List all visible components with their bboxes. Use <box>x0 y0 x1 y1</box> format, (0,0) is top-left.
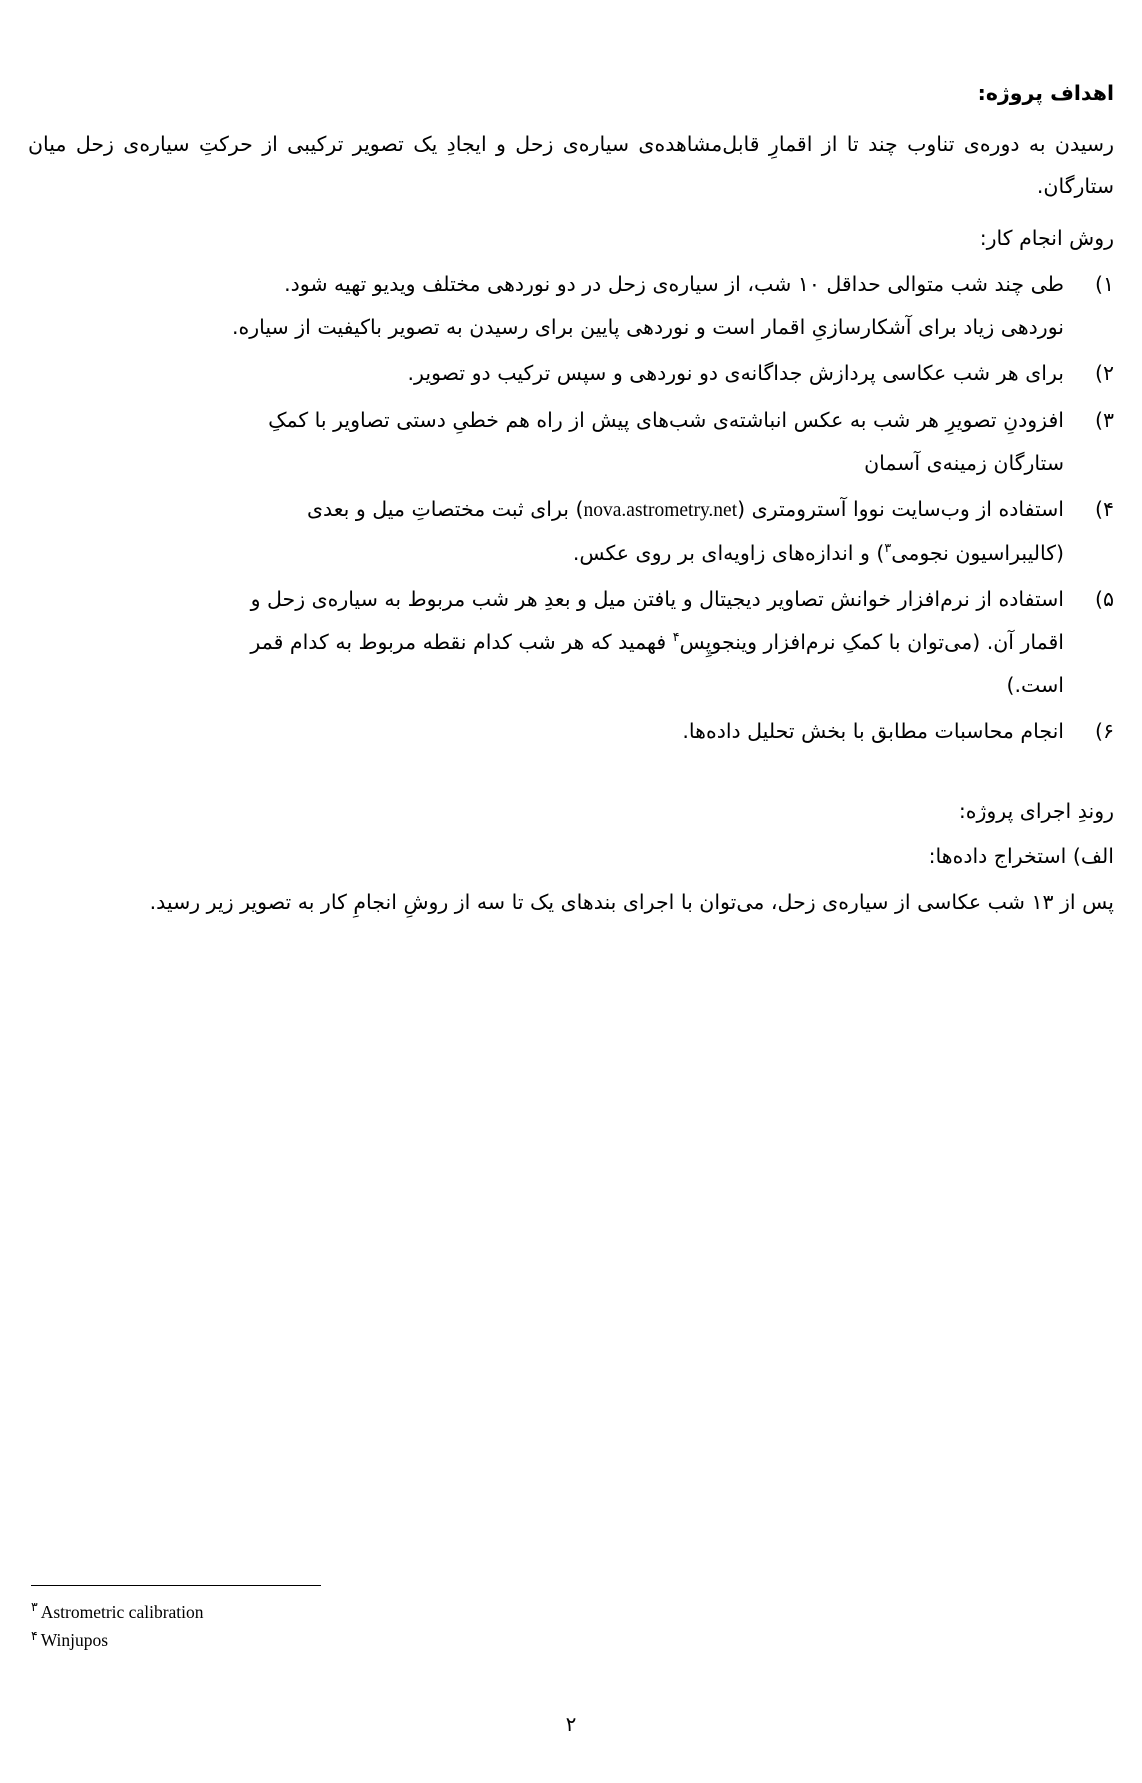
list-item-body-4 <box>28 488 1064 574</box>
step-2-line-1: برای هر شب عکاسی پردازش جداگانه‌ی دو نوردهی و سپس ترکیب دو تصویر. <box>407 361 1064 386</box>
section-spacer <box>28 757 1114 791</box>
page-number: ۲ <box>565 1712 577 1736</box>
list-item <box>28 578 1114 706</box>
list-marker-1: ۱) <box>1094 272 1114 296</box>
step-5-line-2 <box>28 621 1064 664</box>
footnote-ref-3: ۳ <box>884 539 892 555</box>
list-marker-5: ۵) <box>1094 587 1114 612</box>
footnote-text-4: Winjupos <box>40 1630 109 1651</box>
list-item-body-5 <box>28 578 1064 706</box>
footnote-item <box>28 1598 1114 1626</box>
footnote-zone <box>28 1585 1114 1655</box>
step-6-line-1: انجام محاسبات مطابق با بخش تحلیل داده‌ها. <box>682 719 1064 744</box>
step-5-line2-before: اقمار آن. (می‌توان با کمکِ نرم‌افزار وینجوپِس <box>679 629 1064 654</box>
step-1-line-1: طی چند شب متوالی حداقل ۱۰ شب، از سیاره‌ی زحل در دو نوردهی مختلف ویدیو تهیه شود. <box>284 272 1064 296</box>
astrometry-url: nova.astrometry.net <box>583 500 738 522</box>
list-item <box>28 710 1114 753</box>
footnote-number-3: ۳ <box>31 1599 38 1615</box>
step-3-line-1: افزودنِ تصویرِ هر شب به عکس انباشته‌ی شب‌های پیش از راه هم خطیِ دستی تصاویر با کمکِ <box>268 407 1064 432</box>
step-3-line-2: ستارگان زمینه‌ی آسمان <box>864 450 1064 475</box>
step-4-line-1 <box>28 488 1064 532</box>
step-5-line-1: استفاده از نرم‌افزار خوانش تصاویر دیجیتال و یافتن میل و بعدِ هر شب مربوط به سیاره‌ی زحل و <box>250 587 1064 612</box>
step-4-text-after: ) برای ثبت مختصاتِ میل و بعدی <box>306 497 584 522</box>
data-extraction-paragraph: پس از ۱۳ شب عکاسی از سیاره‌ی زحل، می‌توان با اجرای بندهای یک تا سه از روشِ انجامِ کار به تصویر زیر رسید. <box>149 889 1114 914</box>
method-steps-list <box>28 263 1114 753</box>
step-4-text-before: استفاده از وب‌سایت نووا آسترومتری ( <box>737 497 1064 522</box>
list-item-body-3 <box>28 399 1064 484</box>
footnote-number-4: ۴ <box>31 1627 38 1643</box>
list-item <box>28 488 1114 574</box>
list-item-body-6 <box>28 710 1064 753</box>
list-marker-3: ۳) <box>1094 407 1114 432</box>
step-1-line-2: نوردهی زیاد برای آشکارسازیِ اقمار است و نوردهی پایین برای رسیدن به تصویر باکیفیت از سیاره. <box>231 314 1064 339</box>
list-item-body-1 <box>28 263 1064 348</box>
list-marker-2: ۲) <box>1094 361 1114 386</box>
list-marker-6: ۶) <box>1094 719 1114 744</box>
list-item-body-2 <box>28 352 1064 395</box>
step-5-line-3: است.) <box>1006 672 1064 697</box>
step-4-line2-after: ) و اندازه‌های زاویه‌ای بر روی عکس. <box>572 540 885 565</box>
list-marker-4: ۴) <box>1094 497 1114 522</box>
footnote-top-gap <box>28 1586 1114 1598</box>
data-extraction-label: الف) استخراج داده‌ها: <box>928 843 1114 868</box>
method-heading: روش انجام کار: <box>979 226 1114 250</box>
step-4-line-2 <box>28 532 1064 575</box>
step-4-line2-before: (کالیبراسیون نجومی <box>891 540 1064 565</box>
list-item <box>28 399 1114 484</box>
footnote-item <box>28 1626 1114 1654</box>
objectives-heading: اهداف پروژه: <box>977 81 1114 105</box>
list-item <box>28 263 1114 348</box>
process-heading: روندِ اجرای پروژه: <box>958 798 1114 823</box>
footnote-ref-4: ۴ <box>672 629 680 645</box>
footnote-text-3: Astrometric calibration <box>40 1602 204 1622</box>
step-5-line2-after: فهمید که هر شب کدام نقطه مربوط به کدام قمر <box>250 629 673 654</box>
page-content <box>28 78 1114 933</box>
objectives-paragraph: رسیدن به دوره‌ی تناوب چند تا از اقمارِ قابل‌مشاهده‌ی سیاره‌ی زحل و ایجادِ یک تصویر ترکیبی از حرکتِ سیاره‌ی زحل میان ستارگان. <box>28 131 1114 199</box>
list-item <box>28 352 1114 395</box>
footnote-separator-rule <box>31 1585 321 1586</box>
